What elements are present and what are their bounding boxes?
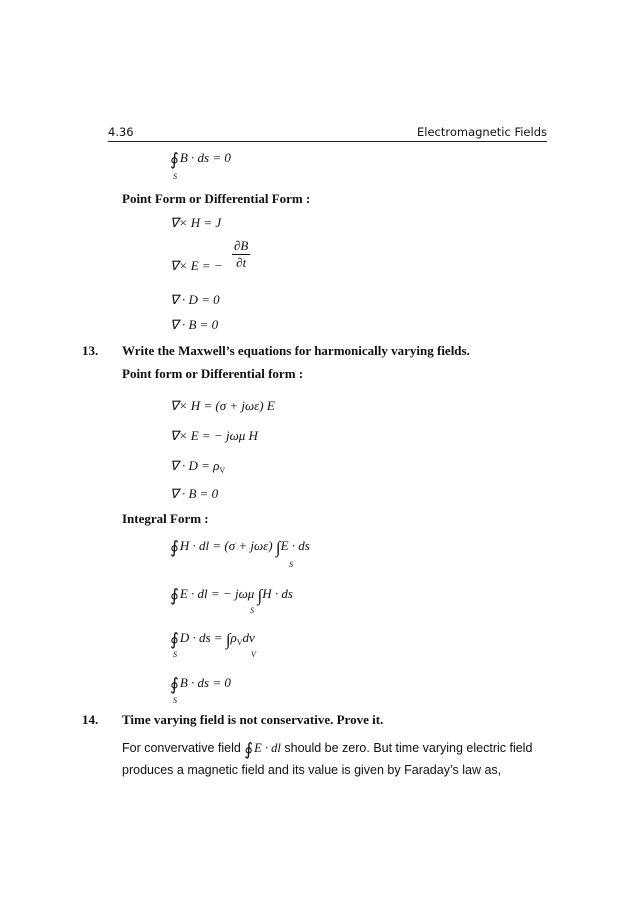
contour-integral-icon: ∮ <box>170 538 179 557</box>
contour-integral-icon: ∮ <box>170 586 179 605</box>
q14-number: 14. <box>82 712 99 727</box>
q13-point-heading: Point form or Differential form : <box>122 366 304 381</box>
contour-integral-icon: ∮ <box>244 740 254 759</box>
integral-equation-4-sub: S <box>173 696 177 705</box>
faraday-fraction: $\frac{\partial B}{\partial t}$ <box>234 238 249 270</box>
q14-inline-equation: ∮E · dl <box>244 740 281 759</box>
page-number: 4.36 <box>108 125 134 139</box>
integral-icon: ∫ <box>225 630 231 649</box>
integral-equation-2: ∮E · dl = − jωμ ∫H · ds <box>170 586 293 605</box>
contour-integral-icon: ∮ <box>170 150 179 169</box>
q13-equation-div-d: ∇ · $D = \rho_V$ <box>170 458 226 475</box>
top-equation: ∮B · ds = 0 <box>170 150 231 169</box>
q14-line-2: produces a magnetic field and its value is given by Faraday’s law as, <box>122 763 502 777</box>
equation-curl-e: ∇× E = − <box>170 258 223 273</box>
integral-icon: ∫ <box>275 538 281 557</box>
equation-div-d: ∇ · D = 0 <box>170 292 220 307</box>
integral-equation-2-sub: S <box>250 606 254 615</box>
q13-number: 13. <box>82 343 99 358</box>
top-equation-sub: S <box>173 172 177 181</box>
q14-question: Time varying field is not conservative. Prove it. <box>122 712 384 727</box>
point-form-heading: Point Form or Differential Form : <box>122 191 311 206</box>
header-rule <box>108 141 547 142</box>
integral-equation-4: ∮B · ds = 0 <box>170 675 231 694</box>
contour-integral-icon: ∮ <box>170 675 179 694</box>
q14-line-1: For convervative field ∮E · dl should be zero. But time varying electric field <box>122 740 533 759</box>
integral-equation-3-sub-right: V <box>251 650 256 659</box>
q13-question: Write the Maxwell’s equations for harmonically varying fields. <box>122 343 470 358</box>
page-header <box>108 125 547 141</box>
q13-equation-div-b: ∇ · B = 0 <box>170 486 219 501</box>
integral-icon: ∫ <box>257 586 263 605</box>
integral-equation-3-sub-left: S <box>173 650 177 659</box>
integral-equation-1-sub: S <box>289 560 293 569</box>
equation-div-b: ∇ · B = 0 <box>170 317 219 332</box>
equation-curl-h: ∇× H = J <box>170 215 222 230</box>
header-title: Electromagnetic Fields <box>416 125 547 139</box>
integral-equation-1: ∮H · dl = (σ + jωε) ∫E · ds <box>170 538 310 557</box>
integral-equation-3: ∮D · ds = $\int\rho_Vdv$ <box>170 630 255 649</box>
q13-equation-curl-h: ∇× H = (σ + jωε) E <box>170 398 275 413</box>
q13-equation-curl-e: ∇× E = − jωμ H <box>170 428 258 443</box>
q13-integral-heading: Integral Form : <box>122 511 209 526</box>
contour-integral-icon: ∮ <box>170 630 179 649</box>
